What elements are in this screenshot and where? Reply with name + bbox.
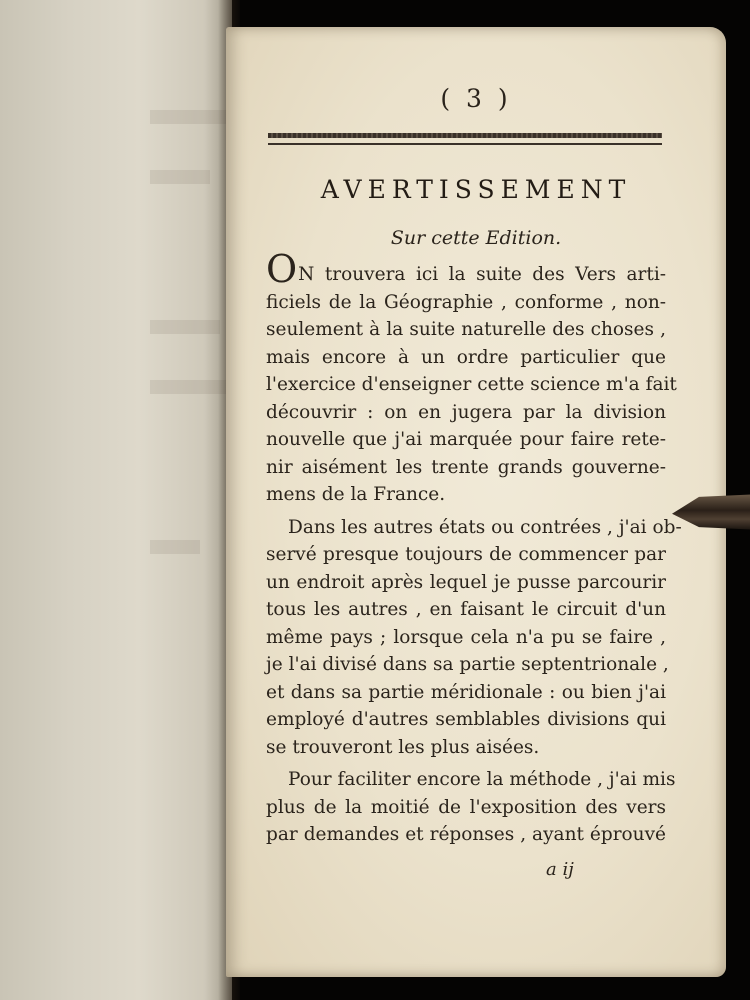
- paragraph-3: [266, 766, 676, 849]
- paragraph-2: [266, 514, 682, 762]
- text-line: servé presque toujours de commencer par: [266, 544, 666, 565]
- book-page: [226, 27, 726, 977]
- text-line: Pour faciliter encore la méthode , j'ai mis: [288, 769, 676, 790]
- bleed-through-text: [150, 170, 210, 184]
- text-line: par demandes et réponses , ayant éprouvé: [266, 824, 666, 845]
- page-number-header: ( 3 ): [440, 84, 512, 113]
- body-text: [266, 247, 682, 849]
- text-line: mais encore à un ordre particulier que: [266, 346, 666, 368]
- drop-cap: O: [266, 247, 298, 291]
- bleed-through-text: [150, 320, 220, 334]
- ornamental-rule: [268, 133, 662, 138]
- text-line: nouvelle que j'ai marquée pour faire rete-: [266, 429, 666, 450]
- ornamental-rule-thin: [268, 143, 662, 145]
- page-title: AVERTISSEMENT: [320, 175, 632, 204]
- paragraph-1: [266, 247, 677, 509]
- text-line: seulement à la suite naturelle des choses ,: [266, 319, 666, 340]
- bleed-through-text: [150, 540, 200, 554]
- text-line: ficiels de la Géographie , conforme , non-: [266, 291, 666, 313]
- text-line: se trouveront les plus aisées.: [266, 736, 540, 758]
- text-line: tous les autres , en faisant le circuit d'un: [266, 599, 666, 620]
- left-page: [0, 0, 232, 1000]
- text-line: l'exercice d'enseigner cette science m'a fait: [266, 374, 677, 395]
- signature-mark: a ij: [546, 859, 574, 880]
- text-line: je l'ai divisé dans sa partie septentrionale ,: [266, 654, 669, 675]
- text-line: un endroit après lequel je pusse parcourir: [266, 571, 666, 593]
- text-line: plus de la moitié de l'exposition des vers: [266, 796, 666, 818]
- text-line: même pays ; lorsque cela n'a pu se faire ,: [266, 626, 666, 648]
- text-line: découvrir : on en jugera par la division: [266, 401, 666, 423]
- text-line: Dans les autres états ou contrées , j'ai ob-: [288, 516, 682, 538]
- text-line: employé d'autres semblables divisions qui: [266, 709, 666, 730]
- text-line: mens de la France.: [266, 484, 446, 505]
- text-line: nir aisément les trente grands gouverne-: [266, 456, 666, 478]
- text-line: et dans sa partie méridionale : ou bien j'ai: [266, 681, 666, 703]
- page-subtitle: Sur cette Edition.: [390, 227, 562, 249]
- text-line: ON trouvera ici la suite des Vers arti-: [266, 247, 666, 291]
